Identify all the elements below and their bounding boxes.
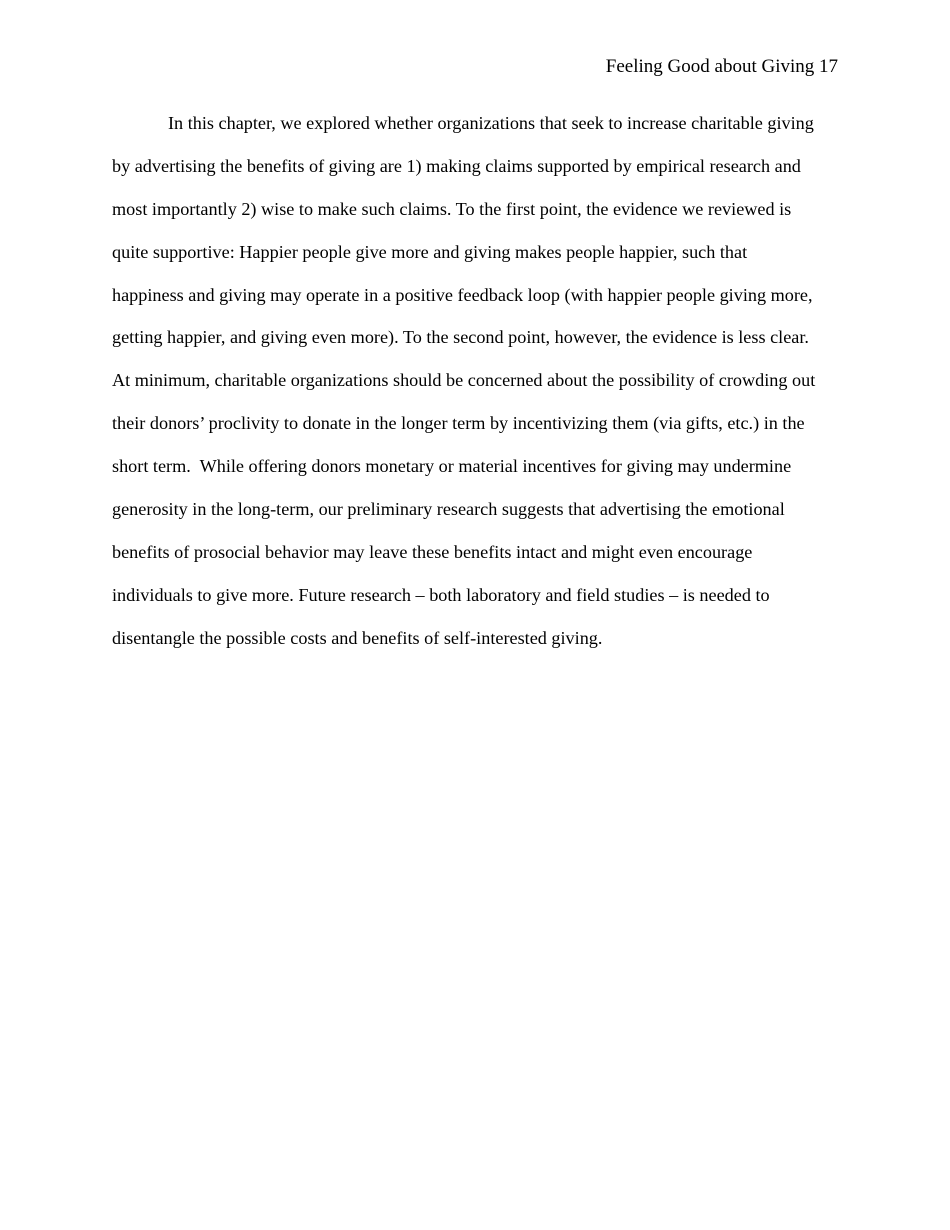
- paragraph-line: quite supportive: Happier people give more and giving makes people happier, such that: [112, 241, 748, 262]
- running-head: Feeling Good about Giving 17: [605, 56, 838, 77]
- paragraph-line: individuals to give more. Future research – both laboratory and field studies – is needed to: [112, 584, 770, 605]
- paragraph-line: disentangle the possible costs and benefits of self-interested giving.: [112, 627, 603, 648]
- paragraph-line: getting happier, and giving even more). To the second point, however, the evidence is less clear.: [112, 327, 809, 348]
- paragraph-line: In this chapter, we explored whether organizations that seek to increase charitable giving: [168, 113, 814, 133]
- paragraph-line: At minimum, charitable organizations should be concerned about the possibility of crowding out: [112, 370, 816, 391]
- paragraph-line: short term. While offering donors monetary or material incentives for giving may undermine: [112, 456, 792, 477]
- paragraph-line: generosity in the long-term, our preliminary research suggests that advertising the emotional: [112, 499, 785, 520]
- paragraph-line: by advertising the benefits of giving are 1) making claims supported by empirical research and: [112, 155, 801, 176]
- paragraph-line: benefits of prosocial behavior may leave these benefits intact and might even encourage: [112, 541, 753, 562]
- paragraph-line: their donors’ proclivity to donate in the longer term by incentivizing them (via gifts, etc.) in the: [112, 413, 805, 434]
- paragraph-line: happiness and giving may operate in a positive feedback loop (with happier people giving more,: [112, 284, 813, 305]
- paragraph-line: most importantly 2) wise to make such claims. To the first point, the evidence we reviewed is: [112, 198, 792, 219]
- body-paragraph: [112, 111, 838, 669]
